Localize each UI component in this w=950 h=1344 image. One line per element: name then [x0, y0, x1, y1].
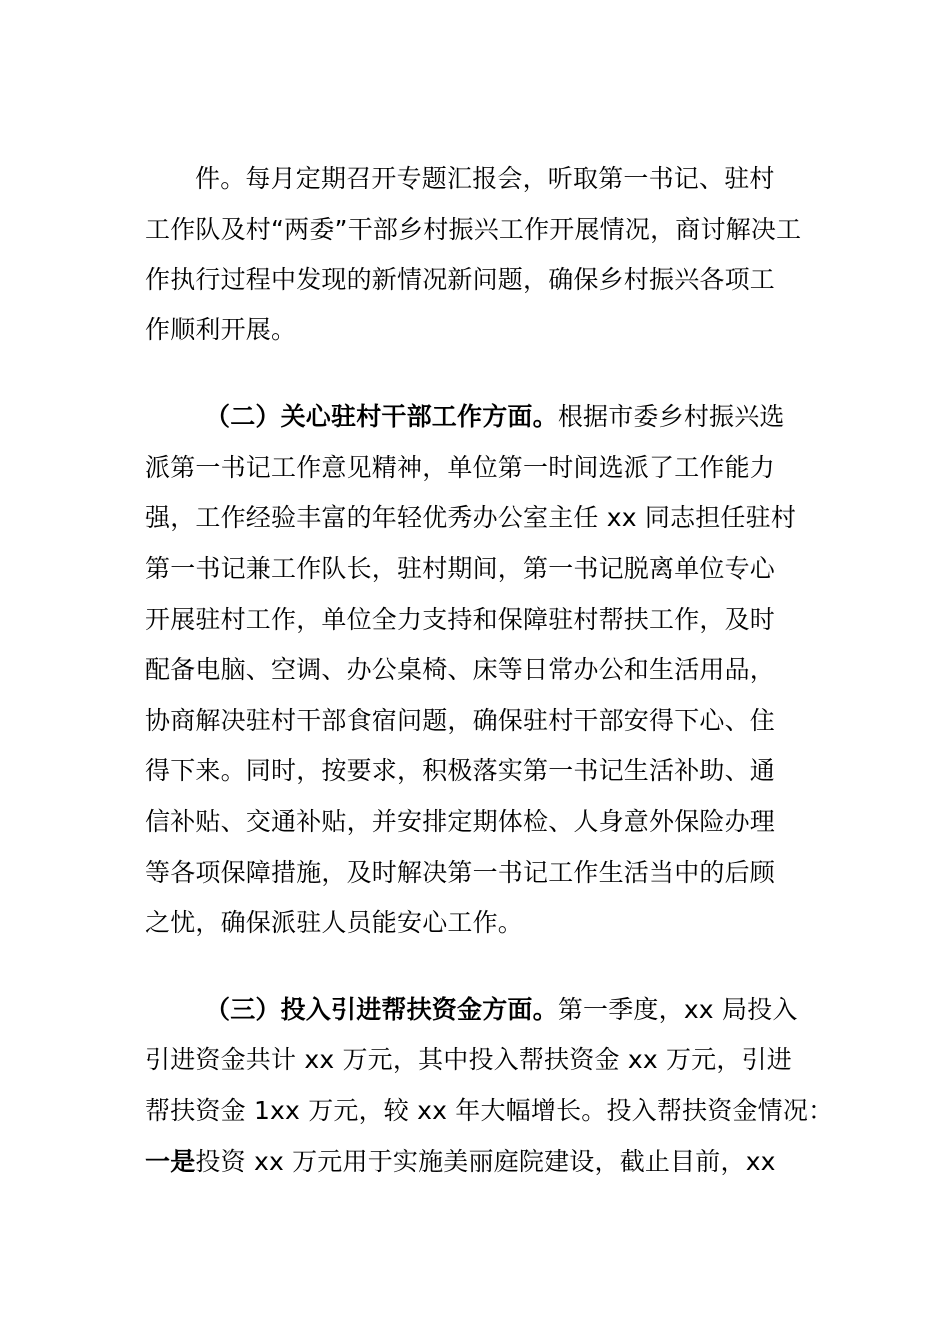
paragraph-2-line-7: 协商解决驻村干部食宿问题，确保驻村干部安得下心、住 [145, 706, 776, 735]
paragraph-1-line-2: 工作队及村“两委”干部乡村振兴工作开展情况，商讨解决工 [145, 215, 802, 244]
paragraph-1-line-1: 件。每月定期召开专题汇报会，听取第一书记、驻村 [195, 164, 775, 193]
paragraph-2-line-11: 之忧，确保派驻人员能安心工作。 [145, 908, 524, 937]
paragraph-3-line-4 [145, 1145, 776, 1179]
paragraph-2-line-5: 开展驻村工作，单位全力支持和保障驻村帮扶工作，及时 [145, 605, 776, 634]
paragraph-1-line-3: 作执行过程中发现的新情况新问题，确保乡村振兴各项工 [145, 265, 776, 294]
paragraph-2-line-3: 强，工作经验丰富的年轻优秀办公室主任 xx 同志担任驻村 [145, 503, 797, 532]
paragraph-2-line-10: 等各项保障措施，及时解决第一书记工作生活当中的后顾 [145, 858, 776, 887]
paragraph-3-line-2: 引进资金共计 xx 万元，其中投入帮扶资金 xx 万元，引进 [145, 1045, 792, 1074]
paragraph-1-line-4: 作顺利开展。 [145, 315, 297, 344]
paragraph-3-line-1-text: 第一季度，xx 局投入 [557, 995, 798, 1024]
paragraph-2-line-6: 配备电脑、空调、办公桌椅、床等日常办公和生活用品， [145, 655, 776, 684]
paragraph-2-line-8: 得下来。同时，按要求，积极落实第一书记生活补助、通 [145, 756, 776, 785]
paragraph-2-line-2: 派第一书记工作意见精神，单位第一时间选派了工作能力 [145, 453, 776, 482]
paragraph-2-line-4: 第一书记兼工作队长，驻村期间，第一书记脱离单位专心 [145, 554, 776, 583]
paragraph-3-line-4-text: 投资 xx 万元用于实施美丽庭院建设，截止目前，xx [195, 1147, 776, 1176]
paragraph-2-line-9: 信补贴、交通补贴，并安排定期体检、人身意外保险办理 [145, 807, 776, 836]
paragraph-3-line-3: 帮扶资金 1xx 万元，较 xx 年大幅增长。投入帮扶资金情况： [145, 1096, 834, 1125]
section-2-heading: （二）关心驻村干部工作方面。 [205, 402, 558, 431]
list-marker-first: 一是 [145, 1147, 196, 1176]
section-3-heading: （三）投入引进帮扶资金方面。 [205, 995, 558, 1024]
paragraph-2-line-1-text: 根据市委乡村振兴选 [557, 402, 785, 431]
paragraph-3-line-1 [205, 993, 798, 1027]
paragraph-2-line-1 [205, 400, 785, 434]
